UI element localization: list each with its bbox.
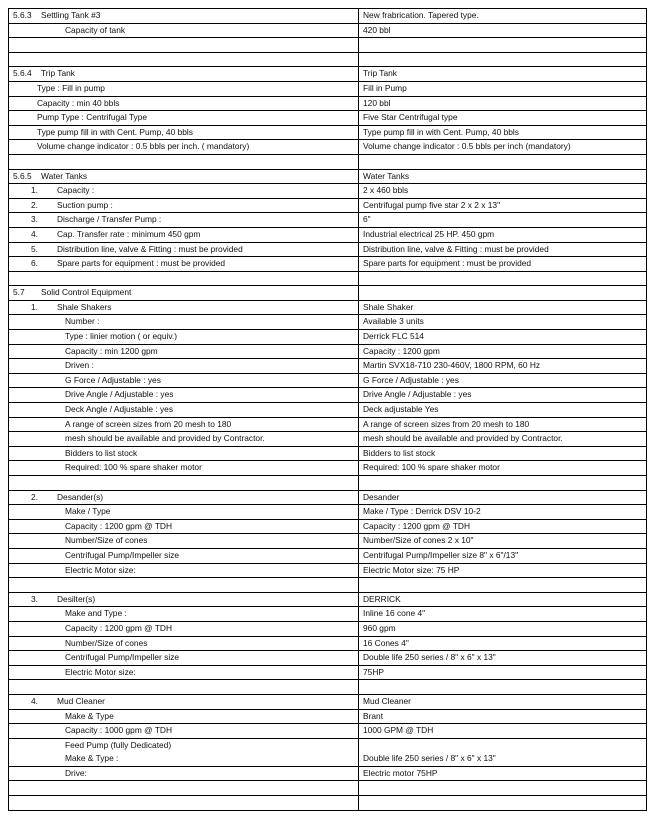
requirement-text: Shale Shakers [57, 301, 112, 312]
requirement-text: Number/Size of cones [65, 535, 148, 546]
offer-text: New frabrication. Tapered type. [363, 10, 479, 20]
requirement-cell [9, 694, 359, 709]
requirement-text: Centrifugal Pump/Impeller size [65, 652, 180, 663]
table-row [9, 417, 647, 432]
offer-text: Required: 100 % spare shaker motor [363, 462, 500, 473]
offer-cell [359, 125, 647, 140]
table-row [9, 315, 647, 330]
offer-text: Distribution line, valve & Fitting : must be provided [363, 243, 549, 254]
requirement-cell [9, 592, 359, 607]
offer-cell [359, 330, 647, 345]
table-row [9, 548, 647, 563]
offer-text: Double life 250 series / 8" x 6" x 13" [363, 753, 496, 764]
table-row [9, 578, 647, 593]
requirement-text: Suction pump : [57, 199, 113, 210]
table-row [9, 461, 647, 476]
offer-cell [359, 651, 647, 666]
requirement-cell [9, 23, 359, 38]
requirement-text: Discharge / Transfer Pump : [57, 214, 162, 225]
table-row [9, 563, 647, 578]
requirement-text: Mud Cleaner [57, 695, 105, 706]
requirement-cell [9, 796, 359, 811]
requirement-text: Bidders to list stock [65, 447, 138, 458]
offer-cell [359, 417, 647, 432]
table-row [9, 476, 647, 491]
section-number: 5.6.4 [13, 68, 32, 79]
requirement-cell [9, 519, 359, 534]
requirement-text: Capacity : 1000 gpm @ TDH [65, 725, 173, 736]
offer-cell [359, 403, 647, 418]
offer-text: Spare parts for equipment : must be provided [363, 258, 532, 269]
offer-cell [359, 359, 647, 374]
requirement-text: Electric Motor size: [65, 666, 136, 677]
offer-cell [359, 257, 647, 272]
offer-text: Derrick FLC 514 [363, 331, 424, 342]
requirement-text: Desilter(s) [57, 593, 96, 604]
spec-table [8, 8, 647, 811]
requirement-cell [9, 154, 359, 169]
item-number: 2. [31, 491, 38, 502]
offer-text: Type pump fill in with Cent. Pump, 40 bbls [363, 126, 519, 137]
offer-text: Make / Type : Derrick DSV 10-2 [363, 506, 481, 517]
offer-cell [359, 694, 647, 709]
offer-cell [359, 111, 647, 126]
section-number: 5.6.5 [13, 170, 32, 181]
offer-cell [359, 548, 647, 563]
offer-cell [359, 752, 647, 766]
section-number: 5.7 [13, 287, 25, 298]
requirement-text: Desander(s) [57, 491, 104, 502]
offer-cell [359, 242, 647, 257]
offer-cell [359, 344, 647, 359]
item-number: 6. [31, 258, 38, 269]
requirement-cell [9, 548, 359, 563]
requirement-cell [9, 67, 359, 82]
offer-cell [359, 81, 647, 96]
requirement-cell [9, 286, 359, 301]
requirement-cell [9, 271, 359, 286]
offer-cell [359, 680, 647, 695]
requirement-text: Trip Tank [41, 68, 75, 79]
offer-cell [359, 213, 647, 228]
requirement-text: Type : linier motion ( or equiv.) [65, 331, 178, 342]
requirement-cell [9, 111, 359, 126]
item-number: 4. [31, 228, 38, 239]
table-row [9, 67, 647, 82]
requirement-cell [9, 534, 359, 549]
requirement-text: Capacity : min 40 bbls [37, 97, 120, 108]
requirement-text: Capacity : [57, 185, 95, 196]
table-row [9, 446, 647, 461]
requirement-text: Driven : [65, 360, 94, 371]
table-row [9, 665, 647, 680]
table-row [9, 636, 647, 651]
offer-text: Capacity : 1200 gpm @ TDH [363, 520, 471, 531]
table-row [9, 373, 647, 388]
table-row [9, 592, 647, 607]
requirement-cell [9, 52, 359, 67]
spec-table-body [9, 9, 647, 811]
table-row [9, 242, 647, 257]
requirement-cell [9, 403, 359, 418]
offer-text: A range of screen sizes from 20 mesh to 180 [363, 418, 530, 429]
offer-cell [359, 52, 647, 67]
offer-cell [359, 198, 647, 213]
offer-cell [359, 96, 647, 111]
table-row [9, 257, 647, 272]
table-row [9, 227, 647, 242]
offer-cell [359, 373, 647, 388]
requirement-cell [9, 330, 359, 345]
offer-text: 960 gpm [363, 622, 396, 633]
offer-cell [359, 140, 647, 155]
offer-text: 16 Cones 4" [363, 637, 409, 648]
offer-text: Deck adjustable Yes [363, 404, 439, 415]
offer-text: Five Star Centrifugal type [363, 112, 458, 123]
table-row [9, 125, 647, 140]
offer-cell [359, 315, 647, 330]
offer-cell [359, 796, 647, 811]
offer-cell [359, 23, 647, 38]
table-row [9, 300, 647, 315]
requirement-cell [9, 446, 359, 461]
offer-text: 120 bbl [363, 97, 391, 108]
table-row [9, 344, 647, 359]
requirement-text: Volume change indicator : 0.5 bbls per inch. ( mandatory) [37, 141, 250, 152]
offer-cell [359, 388, 647, 403]
item-number: 3. [31, 214, 38, 225]
offer-text: Drive Angle / Adjustable : yes [363, 389, 472, 400]
offer-text: 6" [363, 214, 371, 225]
item-number: 1. [31, 301, 38, 312]
offer-cell [359, 38, 647, 53]
offer-cell [359, 461, 647, 476]
item-number: 3. [31, 593, 38, 604]
offer-cell [359, 607, 647, 622]
table-row [9, 330, 647, 345]
offer-text: Available 3 units [363, 316, 424, 327]
table-row [9, 96, 647, 111]
requirement-text: Capacity : 1200 gpm @ TDH [65, 520, 173, 531]
section-number: 5.6.3 [13, 10, 32, 20]
table-row [9, 519, 647, 534]
offer-cell [359, 300, 647, 315]
offer-cell [359, 67, 647, 82]
offer-text: DERRICK [363, 593, 401, 604]
offer-text: Martin SVX18-710 230-460V, 1800 RPM, 60 Hz [363, 360, 541, 371]
offer-cell [359, 227, 647, 242]
table-row [9, 271, 647, 286]
requirement-cell [9, 490, 359, 505]
table-row [9, 52, 647, 67]
offer-text: mesh should be available and provided by Contractor. [363, 433, 563, 444]
requirement-cell [9, 476, 359, 491]
offer-cell [359, 490, 647, 505]
requirement-text: Make & Type [65, 710, 114, 721]
requirement-text: Type : Fill in pump [37, 82, 105, 93]
requirement-text: Make / Type [65, 506, 111, 517]
requirement-text: Number/Size of cones [65, 637, 148, 648]
requirement-cell [9, 578, 359, 593]
table-row [9, 111, 647, 126]
requirement-cell [9, 665, 359, 680]
offer-cell [359, 563, 647, 578]
table-row [9, 23, 647, 38]
requirement-cell [9, 125, 359, 140]
requirement-cell [9, 432, 359, 447]
item-number: 1. [31, 185, 38, 196]
requirement-cell [9, 651, 359, 666]
requirement-text: Cap. Transfer rate : minimum 450 gpm [57, 228, 201, 239]
requirement-text: Make and Type : [65, 608, 127, 619]
requirement-cell [9, 227, 359, 242]
offer-text: Industrial electrical 25 HP. 450 gpm [363, 228, 495, 239]
requirement-cell [9, 738, 359, 752]
requirement-cell [9, 417, 359, 432]
table-row [9, 534, 647, 549]
requirement-cell [9, 505, 359, 520]
requirement-cell [9, 388, 359, 403]
requirement-text: Deck Angle / Adjustable : yes [65, 404, 174, 415]
requirement-cell [9, 198, 359, 213]
offer-text: 1000 GPM @ TDH [363, 725, 434, 736]
offer-cell [359, 578, 647, 593]
offer-cell [359, 505, 647, 520]
offer-cell [359, 709, 647, 724]
offer-cell [359, 9, 647, 24]
offer-text: Electric motor 75HP [363, 767, 438, 778]
requirement-text: Number : [65, 316, 100, 327]
requirement-text: Electric Motor size: [65, 564, 136, 575]
requirement-cell [9, 315, 359, 330]
requirement-text: Distribution line, valve & Fitting : must be provided [57, 243, 243, 254]
table-row [9, 680, 647, 695]
table-row [9, 709, 647, 724]
requirement-cell [9, 373, 359, 388]
requirement-text: Capacity : min 1200 gpm [65, 345, 158, 356]
offer-text: 75HP [363, 666, 384, 677]
table-row [9, 403, 647, 418]
requirement-cell [9, 461, 359, 476]
item-number: 5. [31, 243, 38, 254]
offer-cell [359, 432, 647, 447]
offer-cell [359, 286, 647, 301]
requirement-cell [9, 766, 359, 781]
table-row [9, 169, 647, 184]
requirement-text: Capacity of tank [65, 24, 126, 35]
requirement-cell [9, 621, 359, 636]
table-row [9, 154, 647, 169]
table-row [9, 752, 647, 766]
offer-text: Water Tanks [363, 170, 410, 181]
offer-text: Centrifugal Pump/Impeller size 8" x 6"/13" [363, 549, 519, 560]
offer-text: G Force / Adjustable : yes [363, 374, 459, 385]
offer-cell [359, 621, 647, 636]
requirement-text: Centrifugal Pump/Impeller size [65, 549, 180, 560]
offer-text: Trip Tank [363, 68, 397, 79]
item-number: 4. [31, 695, 38, 706]
requirement-text: Solid Control Equipment [41, 287, 132, 298]
offer-text: Bidders to list stock [363, 447, 436, 458]
requirement-text: Settling Tank #3 [41, 10, 101, 20]
offer-text: Mud Cleaner [363, 695, 411, 706]
offer-cell [359, 476, 647, 491]
offer-cell [359, 169, 647, 184]
offer-text: Inline 16 cone 4" [363, 608, 426, 619]
requirement-cell [9, 9, 359, 24]
table-row [9, 490, 647, 505]
table-row [9, 432, 647, 447]
requirement-text: Required: 100 % spare shaker motor [65, 462, 202, 473]
table-row [9, 184, 647, 199]
offer-text: Electric Motor size: 75 HP [363, 564, 460, 575]
requirement-cell [9, 300, 359, 315]
table-row [9, 738, 647, 752]
offer-text: Shale Shaker [363, 301, 414, 312]
requirement-text: Make & Type : [65, 753, 119, 764]
offer-text: Number/Size of cones 2 x 10" [363, 535, 474, 546]
table-row [9, 81, 647, 96]
requirement-cell [9, 680, 359, 695]
table-row [9, 286, 647, 301]
requirement-cell [9, 752, 359, 766]
offer-text: 2 x 460 bbls [363, 185, 409, 196]
offer-cell [359, 781, 647, 796]
offer-text: Fill in Pump [363, 82, 407, 93]
table-row [9, 694, 647, 709]
requirement-text: Pump Type : Centrifugal Type [37, 112, 148, 123]
offer-cell [359, 766, 647, 781]
requirement-cell [9, 184, 359, 199]
table-row [9, 359, 647, 374]
offer-cell [359, 446, 647, 461]
offer-cell [359, 184, 647, 199]
requirement-cell [9, 81, 359, 96]
offer-text: Double life 250 series / 8" x 6" x 13" [363, 652, 496, 663]
offer-cell [359, 636, 647, 651]
requirement-text: Spare parts for equipment : must be provided [57, 258, 226, 269]
table-row [9, 766, 647, 781]
requirement-text: Type pump fill in with Cent. Pump, 40 bbls [37, 126, 193, 137]
offer-cell [359, 738, 647, 752]
table-row [9, 38, 647, 53]
offer-cell [359, 154, 647, 169]
requirement-cell [9, 607, 359, 622]
offer-text: 420 bbl [363, 24, 391, 35]
requirement-text: Capacity : 1200 gpm @ TDH [65, 622, 173, 633]
table-row [9, 621, 647, 636]
table-row [9, 198, 647, 213]
requirement-text: mesh should be available and provided by Contractor. [65, 433, 265, 444]
requirement-text: Feed Pump (fully Dedicated) [65, 739, 172, 750]
offer-text: Desander [363, 491, 400, 502]
requirement-cell [9, 38, 359, 53]
table-row [9, 388, 647, 403]
requirement-cell [9, 213, 359, 228]
requirement-cell [9, 257, 359, 272]
offer-cell [359, 534, 647, 549]
table-row [9, 724, 647, 739]
requirement-text: A range of screen sizes from 20 mesh to 180 [65, 418, 232, 429]
offer-cell [359, 271, 647, 286]
requirement-cell [9, 169, 359, 184]
requirement-text: Drive Angle / Adjustable : yes [65, 389, 174, 400]
requirement-cell [9, 242, 359, 257]
requirement-cell [9, 709, 359, 724]
table-row [9, 140, 647, 155]
specification-document [8, 8, 646, 811]
table-row [9, 796, 647, 811]
requirement-cell [9, 359, 359, 374]
offer-text: Centrifugal pump five star 2 x 2 x 13" [363, 199, 501, 210]
requirement-cell [9, 781, 359, 796]
requirement-cell [9, 344, 359, 359]
offer-cell [359, 665, 647, 680]
table-row [9, 607, 647, 622]
requirement-cell [9, 140, 359, 155]
table-row [9, 9, 647, 24]
offer-cell [359, 724, 647, 739]
requirement-cell [9, 724, 359, 739]
requirement-cell [9, 96, 359, 111]
table-row [9, 781, 647, 796]
requirement-cell [9, 636, 359, 651]
offer-text: Brant [363, 710, 384, 721]
offer-cell [359, 519, 647, 534]
table-row [9, 213, 647, 228]
table-row [9, 505, 647, 520]
requirement-text: Drive: [65, 767, 87, 778]
item-number: 2. [31, 199, 38, 210]
requirement-text: Water Tanks [41, 170, 88, 181]
table-row [9, 651, 647, 666]
requirement-text: G Force / Adjustable : yes [65, 374, 161, 385]
offer-text: Capacity : 1200 gpm [363, 345, 440, 356]
offer-cell [359, 592, 647, 607]
requirement-cell [9, 563, 359, 578]
offer-text: Volume change indicator : 0.5 bbls per inch (mandatory) [363, 141, 571, 152]
